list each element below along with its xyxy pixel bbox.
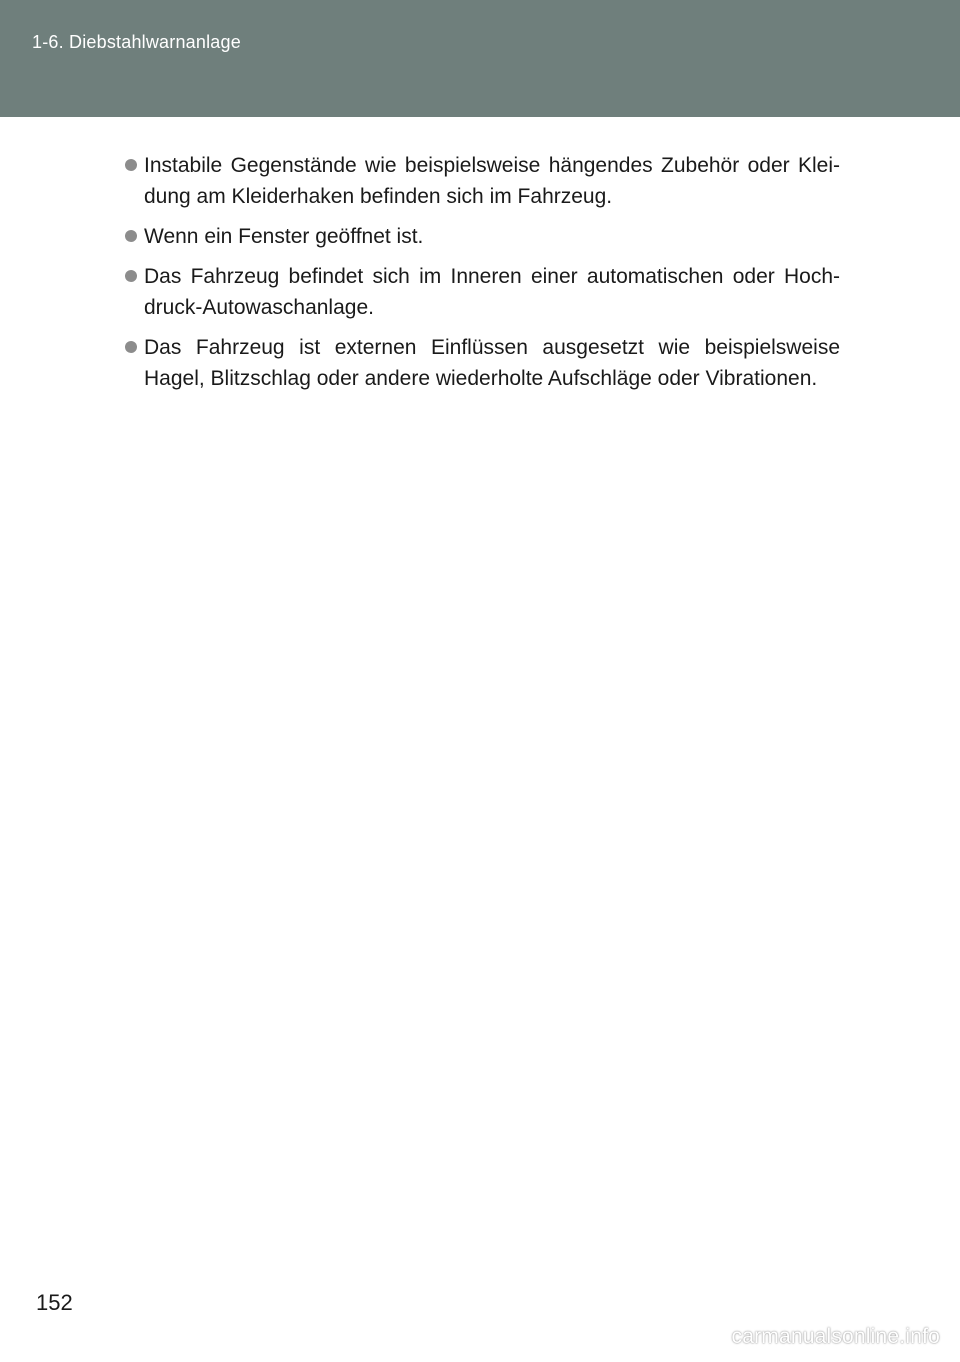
header-band xyxy=(0,0,960,117)
list-item-text: Instabile Gegenstände wie beispielsweise hängendes Zubehör oder Klei-dung am Kleiderhaken befinden sich im Fahrzeug. xyxy=(144,154,840,208)
list-item xyxy=(120,221,840,252)
list-item-text: Wenn ein Fenster geöffnet ist. xyxy=(144,225,424,248)
bullet-list xyxy=(120,150,840,403)
bullet-icon xyxy=(125,159,137,171)
bullet-icon xyxy=(125,341,137,353)
list-item xyxy=(120,261,840,323)
section-title: 1-6. Diebstahlwarnanlage xyxy=(32,32,241,52)
list-item-text: Das Fahrzeug befindet sich im Inneren einer automatischen oder Hoch-druck-Autowaschanlage. xyxy=(144,265,840,319)
bullet-icon xyxy=(125,230,137,242)
bullet-icon xyxy=(125,270,137,282)
page-number: 152 xyxy=(36,1290,73,1315)
list-item xyxy=(120,332,840,394)
list-item-text: Das Fahrzeug ist externen Einflüssen ausgesetzt wie beispielsweise Hagel, Blitzschlag oder andere wiederholte Aufschläge oder Vibrationen. xyxy=(144,336,840,390)
watermark: carmanualsonline.info xyxy=(731,1325,940,1348)
list-item xyxy=(120,150,840,212)
